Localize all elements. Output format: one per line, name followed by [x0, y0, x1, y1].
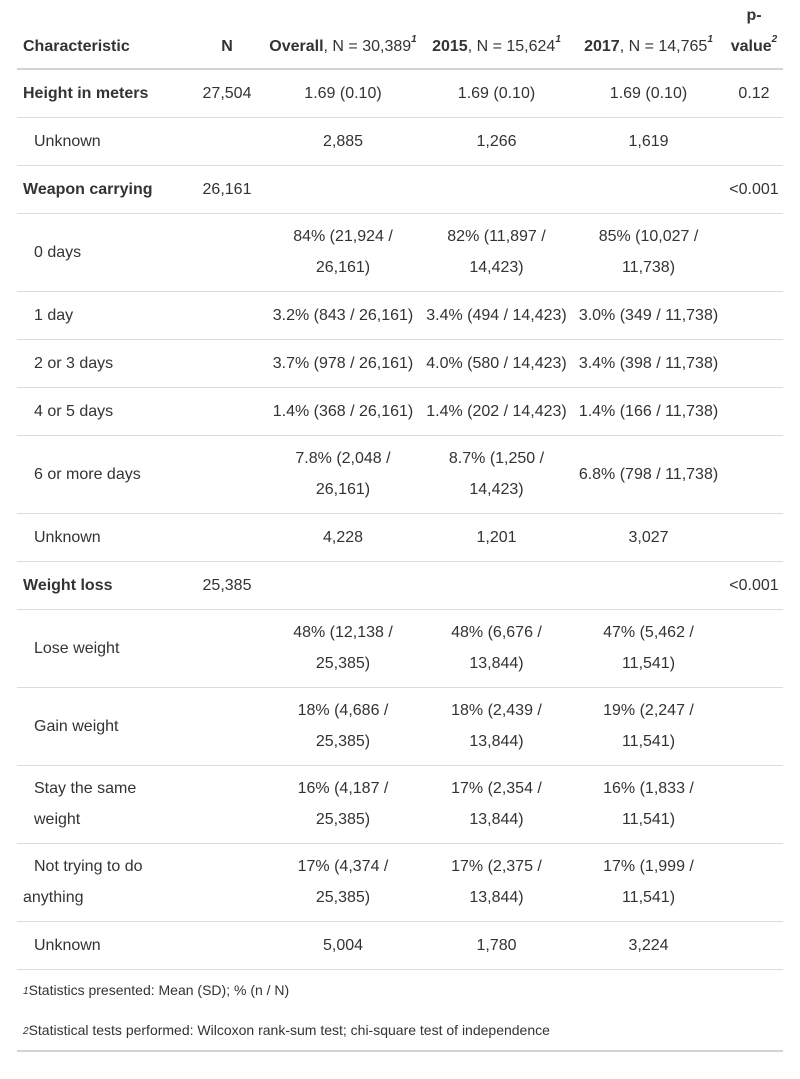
row-label: Gain weight	[34, 717, 119, 735]
cell-pvalue: <0.001	[729, 180, 779, 198]
cell-n	[189, 609, 265, 687]
row-label: 0 days	[34, 243, 82, 261]
header-characteristic: Characteristic	[23, 38, 130, 55]
table-header-row	[17, 0, 783, 69]
cell-2015: 1.69 (0.10)	[457, 84, 536, 102]
cell-2015: 1.4% (202 / 14,423)	[426, 402, 567, 420]
table-row	[17, 339, 783, 387]
row-label: Unknown	[34, 132, 101, 150]
cell-overall: 1.69 (0.10)	[304, 84, 382, 102]
row-label: 2 or 3 days	[34, 354, 114, 372]
cell-2017: 6.8% (798 / 11,738)	[578, 465, 719, 483]
cell-overall: 17% (4,374 / 25,385)	[297, 858, 389, 906]
cell-2017	[572, 165, 725, 213]
cell-2017: 47% (5,462 / 11,541)	[603, 624, 694, 672]
row-label: 4 or 5 days	[34, 402, 114, 420]
table-row	[17, 291, 783, 339]
cell-pvalue	[725, 765, 783, 843]
cell-pvalue	[725, 435, 783, 513]
cell-2015: 4.0% (580 / 14,423)	[426, 354, 567, 372]
cell-2015: 17% (2,354 / 13,844)	[451, 780, 542, 828]
cell-pvalue: 0.12	[738, 84, 770, 102]
table-row	[17, 69, 783, 117]
cell-n	[189, 213, 265, 291]
header-n: N	[221, 38, 233, 55]
summary-table	[17, 0, 783, 1052]
cell-n	[189, 435, 265, 513]
cell-2017: 85% (10,027 / 11,738)	[598, 228, 699, 276]
cell-n	[189, 843, 265, 921]
row-label: Weight loss	[23, 576, 113, 594]
table-row	[17, 117, 783, 165]
cell-2015	[421, 561, 572, 609]
cell-2017: 17% (1,999 / 11,541)	[603, 858, 694, 906]
table-row	[17, 921, 783, 969]
cell-pvalue	[725, 117, 783, 165]
table-row	[17, 843, 783, 921]
cell-2017: 3,224	[628, 936, 669, 954]
cell-2015: 17% (2,375 / 13,844)	[451, 858, 542, 906]
row-label: Stay the same weight	[34, 780, 137, 828]
cell-overall	[265, 561, 421, 609]
row-label: Weapon carrying	[23, 180, 153, 198]
cell-n	[189, 687, 265, 765]
cell-pvalue	[725, 291, 783, 339]
cell-2017: 19% (2,247 / 11,541)	[603, 702, 694, 750]
row-label: Height in meters	[23, 84, 149, 102]
footnote-row	[17, 1009, 783, 1051]
cell-overall: 16% (4,187 / 25,385)	[297, 780, 389, 828]
cell-2015: 18% (2,439 / 13,844)	[451, 702, 542, 750]
cell-pvalue	[725, 513, 783, 561]
cell-2017: 3.4% (398 / 11,738)	[578, 354, 719, 372]
cell-n	[189, 117, 265, 165]
header-overall: Overall, $N = 30,389^1$	[269, 34, 417, 55]
cell-pvalue	[725, 213, 783, 291]
cell-overall: 3.2% (843 / 26,161)	[272, 306, 414, 324]
cell-n	[189, 765, 265, 843]
cell-2017: 1.4% (166 / 11,738)	[578, 402, 719, 420]
header-pvalue: p-value$^2$	[730, 7, 778, 55]
cell-2017: 3,027	[628, 528, 669, 546]
cell-n: 27,504	[202, 84, 252, 102]
cell-pvalue	[725, 843, 783, 921]
cell-pvalue	[725, 921, 783, 969]
cell-2017: 3.0% (349 / 11,738)	[578, 306, 719, 324]
footnote-1: $^1$Statistics presented: Mean (SD); % (n / N)	[23, 981, 290, 998]
cell-2015: 82% (11,897 / 14,423)	[447, 228, 546, 276]
table-row	[17, 765, 783, 843]
row-label: Not trying to do anything	[23, 858, 143, 906]
cell-overall: 5,004	[322, 936, 364, 954]
cell-2015: 48% (6,676 / 13,844)	[451, 624, 542, 672]
cell-pvalue: <0.001	[729, 576, 779, 594]
row-label: 6 or more days	[34, 465, 141, 483]
cell-overall: 2,885	[322, 132, 364, 150]
cell-2017	[572, 561, 725, 609]
cell-n: 26,161	[202, 180, 252, 198]
cell-2017: 1,619	[628, 132, 669, 150]
cell-n	[189, 513, 265, 561]
cell-overall: 3.7% (978 / 26,161)	[272, 354, 414, 372]
footnote-2: $^2$Statistical tests performed: Wilcoxon rank-sum test; chi-square test of independence	[23, 1021, 550, 1038]
table-row	[17, 687, 783, 765]
header-2015: 2015, $N = 15,624^1$	[432, 34, 561, 55]
cell-n	[189, 387, 265, 435]
table-row	[17, 435, 783, 513]
table-row	[17, 609, 783, 687]
cell-overall: 48% (12,138 / 25,385)	[293, 624, 393, 672]
footnote-row	[17, 969, 783, 1009]
cell-n	[189, 339, 265, 387]
cell-n	[189, 291, 265, 339]
table-row	[17, 561, 783, 609]
cell-pvalue	[725, 339, 783, 387]
cell-overall: 1.4% (368 / 26,161)	[272, 402, 414, 420]
cell-2015: 1,266	[476, 132, 517, 150]
row-label: Lose weight	[34, 639, 120, 657]
cell-pvalue	[725, 687, 783, 765]
cell-2015	[421, 165, 572, 213]
cell-2015: 1,780	[476, 936, 517, 954]
cell-overall: 4,228	[322, 528, 364, 546]
cell-n: 25,385	[202, 576, 252, 594]
cell-overall: 18% (4,686 / 25,385)	[297, 702, 389, 750]
cell-pvalue	[725, 609, 783, 687]
cell-2017: 16% (1,833 / 11,541)	[603, 780, 694, 828]
row-label: Unknown	[34, 936, 101, 954]
cell-overall: 84% (21,924 / 26,161)	[293, 228, 393, 276]
cell-pvalue	[725, 387, 783, 435]
header-2017: 2017, $N = 14,765^1$	[584, 34, 713, 55]
cell-overall	[265, 165, 421, 213]
cell-2015: 3.4% (494 / 14,423)	[426, 306, 567, 324]
table-row	[17, 387, 783, 435]
cell-2017: 1.69 (0.10)	[609, 84, 688, 102]
row-label: 1 day	[34, 306, 74, 324]
cell-overall: 7.8% (2,048 / 26,161)	[295, 450, 391, 498]
table-row	[17, 165, 783, 213]
table-row	[17, 513, 783, 561]
cell-n	[189, 921, 265, 969]
row-label: Unknown	[34, 528, 101, 546]
cell-2015: 8.7% (1,250 / 14,423)	[448, 450, 545, 498]
table-row	[17, 213, 783, 291]
summary-table-container	[17, 0, 783, 1052]
cell-2015: 1,201	[476, 528, 517, 546]
